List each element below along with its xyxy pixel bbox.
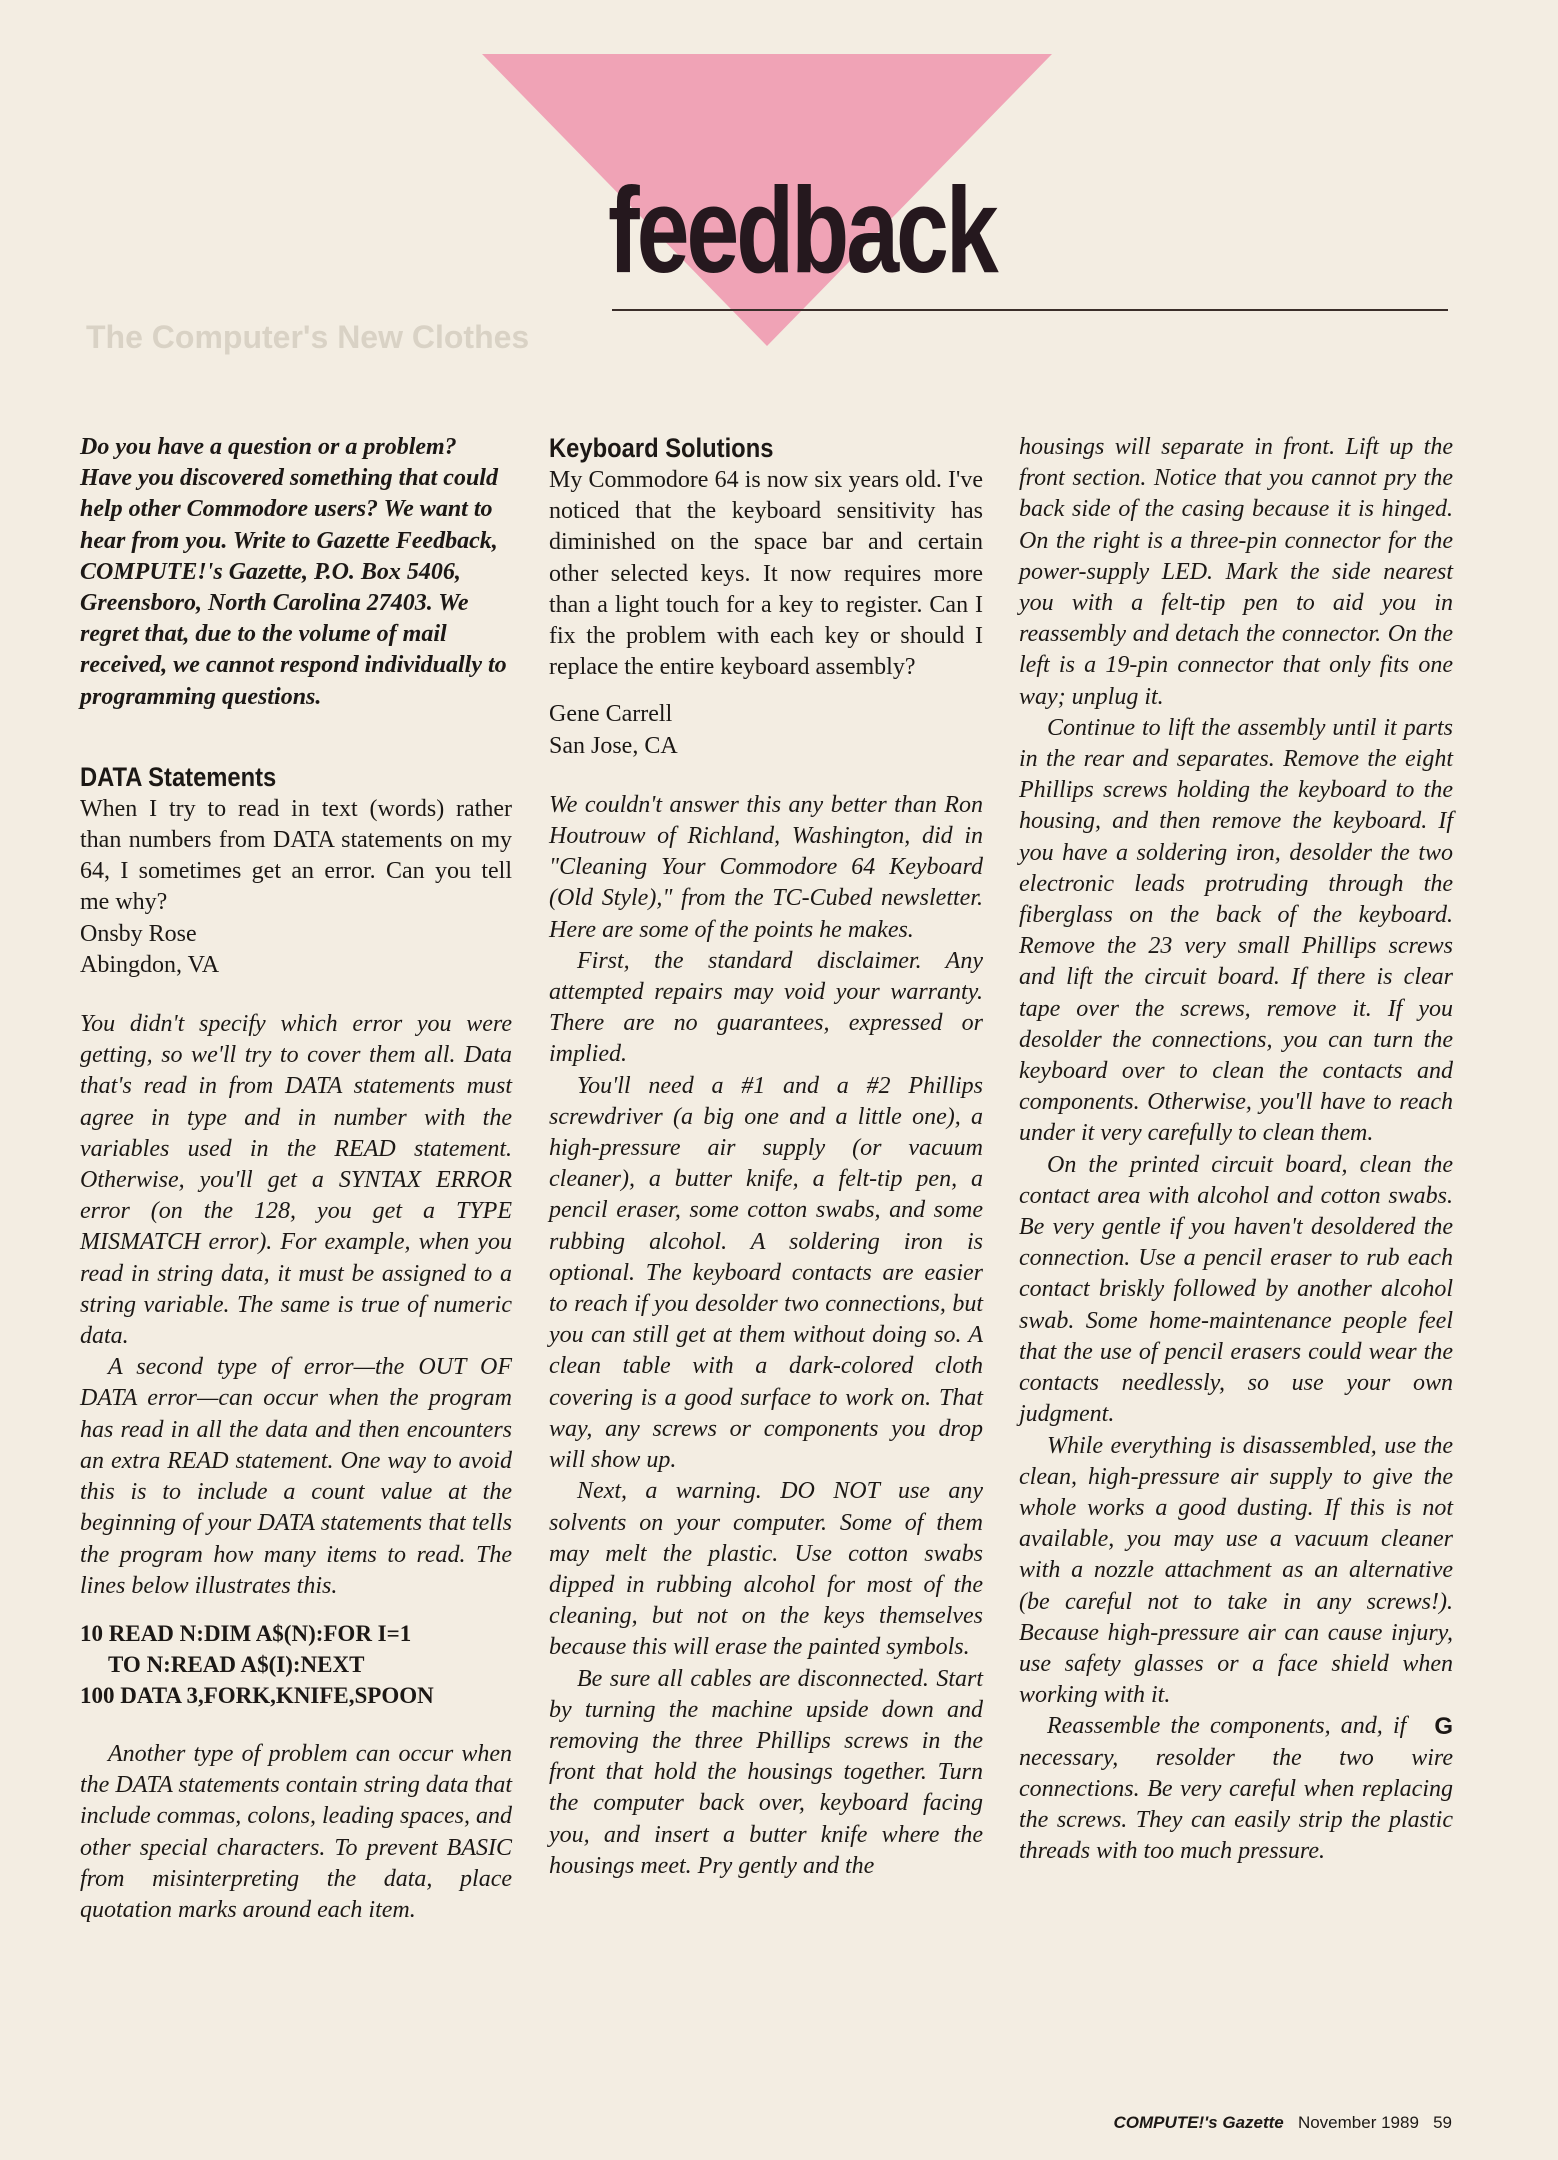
data-answer-paragraph: A second type of error—the OUT OF DATA error—can occur when the program has read in all the data and then encounters an extra READ statement. One way to avoid this is to include a count value at the beginning of your DATA statements that tells the program how many items to read. The lines below illustrates this. <box>80 1354 512 1599</box>
keyboard-answer-paragraph: On the printed circuit board, clean the contact area with alcohol and cotton swabs. Be very gentle if you haven't desoldered the connection. Use a pencil eraser to rub each contact briskly followed by another alcohol swab. Some home-maintenance people feel that the use of pencil erasers could wear the contacts needlessly, so use your own judgment. <box>1019 1151 1453 1428</box>
keyboard-solutions-heading: Keyboard Solutions <box>549 433 774 463</box>
keyboard-letter-author: Gene Carrell <box>549 701 673 728</box>
data-letter-author: Onsby Rose <box>80 920 197 947</box>
data-letter-location: Abingdon, VA <box>80 951 220 978</box>
page-number: 59 <box>1433 2113 1452 2132</box>
code-line: TO N:READ A$(I):NEXT <box>108 1651 365 1677</box>
code-line: 100 DATA 3,FORK,KNIFE,SPOON <box>80 1682 434 1708</box>
data-statements-heading: DATA Statements <box>80 761 277 792</box>
data-letter: When I try to read in text (words) rather than numbers from DATA statements on my 64, I sometimes get an error. Can you tell me why? <box>80 795 512 916</box>
end-mark: G <box>1434 1713 1453 1741</box>
header-rule <box>612 309 1448 311</box>
data-answer-paragraph: Another type of problem can occur when the DATA statements contain string data that include commas, colons, leading spaces, and other special characters. To prevent BASIC from misinterpreting the data, place quotation marks around each item. <box>80 1740 512 1923</box>
faded-heading: The Computer's New Clothes <box>86 319 530 355</box>
publication-name: COMPUTE!'s Gazette <box>1113 2113 1284 2132</box>
keyboard-answer-paragraph: Next, a warning. DO NOT use any solvents on your computer. Some of them may melt the plastic. Use cotton swabs dipped in rubbing alcohol for most of the cleaning, but not on the keys themselves because this will erase the painted symbols. <box>549 1478 983 1661</box>
keyboard-answer-paragraph: We couldn't answer this any better than Ron Houtrouw of Richland, Washington, did in "Cleaning Your Commodore 64 Keyboard (Old Style)," from the TC-Cubed newsletter. Here are some of the points he makes. <box>549 791 983 943</box>
keyboard-answer-paragraph: Continue to lift the assembly until it parts in the rear and separates. Remove the eight Phillips screws holding the keyboard to the housing, and then remove the keyboard. If you have a soldering iron, desolder the two electronic leads protruding through the fiberglass on the back of the keyboard. Remove the 23 very small Phillips screws and lift the circuit board. If there is clear tape over the screws, remove it. If you desolder the connections, you can turn the keyboard over to clean the contacts and components. Otherwise, you'll have to reach under it very carefully to clean them. <box>1019 714 1453 1147</box>
keyboard-answer-paragraph: While everything is disassembled, use the clean, high-pressure air supply to give the whole works a good dusting. If this is not available, you may use a vacuum cleaner with a nozzle attachment as an alternative (be careful not to take in any screws!). Because high-pressure air can cause injury, use safety glasses or a face shield when working with it. <box>1019 1432 1453 1709</box>
column-1 <box>80 432 512 1926</box>
column-3 <box>1019 432 1453 1867</box>
keyboard-letter: My Commodore 64 is now six years old. I've noticed that the keyboard sensitivity has diminished on the space bar and certain other selected keys. It now requires more than a light touch for a key to register. Can I fix the problem with each key or should I replace the entire keyboard assembly? <box>549 467 983 681</box>
keyboard-answer-paragraph: You'll need a #1 and a #2 Phillips screwdriver (a big one and a little one), a high-pressure air supply (or vacuum cleaner), a butter knife, a felt-tip pen, a pencil eraser, some cotton swabs, and some rubbing alcohol. A soldering iron is optional. The keyboard contacts are easier to reach if you desolder two connections, but you can still get at them without doing so. A clean table with a dark-colored cloth covering is a good surface to work on. That way, any screws or components you drop will show up. <box>549 1072 983 1474</box>
code-line: 10 READ N:DIM A$(N):FOR I=1 <box>80 1620 412 1646</box>
keyboard-answer-paragraph: First, the standard disclaimer. Any attempted repairs may void your warranty. There are no guarantees, expressed or implied. <box>549 947 983 1068</box>
intro-paragraph: Do you have a question or a problem? Have you discovered something that could help other Commodore users? We want to hear from you. Write to Gazette Feedback, COMPUTE!'s Gazette, P.O. Box 5406, Greensboro, North Carolina 27403. We regret that, due to the volume of mail received, we cannot respond individually to programming questions. <box>80 434 507 710</box>
issue-date: November 1989 <box>1297 2113 1419 2132</box>
column-2 <box>549 432 983 1882</box>
keyboard-answer-paragraph: Be sure all cables are disconnected. Start by turning the machine upside down and removing the three Phillips screws in the front that hold the housings together. Turn the computer back over, keyboard facing you, and insert a butter knife where the housings meet. Pry gently and the <box>549 1665 983 1879</box>
keyboard-letter-location: San Jose, CA <box>549 732 678 759</box>
page-title: feedback <box>608 162 996 298</box>
keyboard-answer-paragraph: housings will separate in front. Lift up the front section. Notice that you cannot pry the back side of the casing because it is hinged. On the right is a three-pin connector for the power-supply LED. Mark the side nearest you with a felt-tip pen to aid you in reassembly and detach the connector. On the left is a 19-pin connector that only fits one way; unplug it. <box>1019 434 1453 710</box>
final-paragraph-text: Reassemble the components, and, if necessary, resolder the two wire connections. Be very careful when replacing the screws. They can easily strip the plastic threads with too much pressure. <box>1019 1713 1453 1865</box>
page-header <box>0 0 1558 360</box>
page-footer <box>1054 2112 1452 2134</box>
data-answer-paragraph: You didn't specify which error you were getting, so we'll try to cover them all. Data that's read in from DATA statements must agree in type and in number with the variables used in the READ statement. Otherwise, you'll get a SYNTAX ERROR error (on the 128, you get a TYPE MISMATCH error). For example, when you read in string data, it must be assigned to a string variable. The same is true of numeric data. <box>80 1011 512 1350</box>
keyboard-answer-paragraph <box>1019 1711 1453 1867</box>
